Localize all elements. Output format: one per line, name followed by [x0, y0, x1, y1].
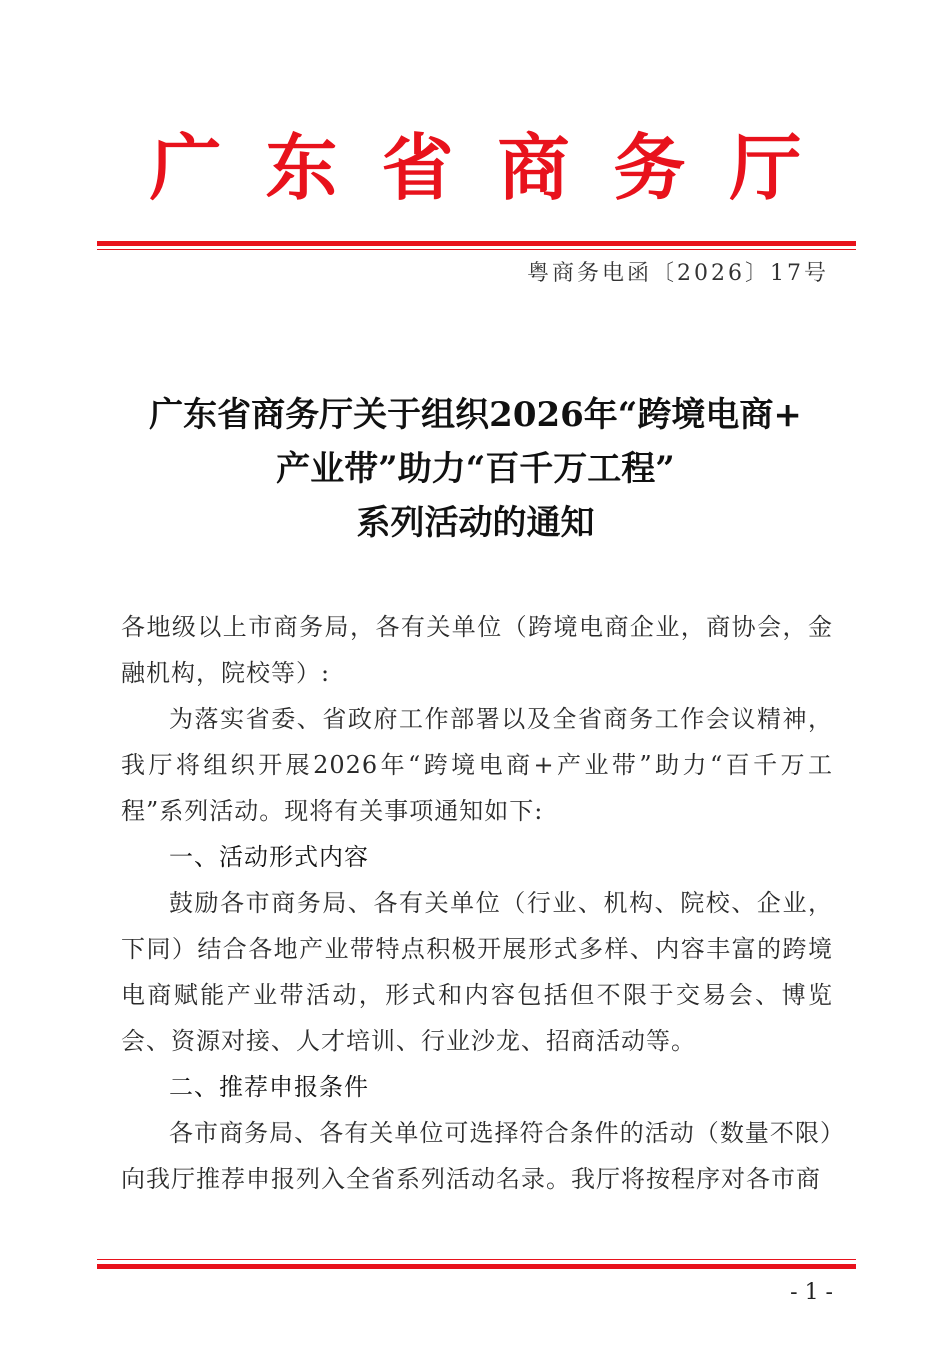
header-rule-thin	[97, 249, 856, 250]
header-rule-thick	[97, 241, 856, 246]
footer-rule-thick	[97, 1264, 856, 1269]
document-title	[80, 388, 871, 550]
intro-paragraph: 为落实省委、省政府工作部署以及全省商务工作会议精神，我厅将组织开展2026年“跨境电商+产业带”助力“百千万工程”系列活动。现将有关事项通知如下:	[121, 705, 833, 825]
section-2-heading: 二、推荐申报条件	[169, 1073, 369, 1101]
document-body	[121, 604, 833, 1202]
title-line-1: 广东省商务厅关于组织2026年“跨境电商+	[149, 395, 802, 435]
title-line-2: 产业带”助力“百千万工程”	[276, 449, 675, 489]
addressee-paragraph: 各地级以上市商务局，各有关单位（跨境电商企业，商协会，金融机构，院校等）:	[121, 613, 833, 687]
footer-rule-thin	[97, 1259, 856, 1260]
section-2-paragraph: 各市商务局、各有关单位可选择符合条件的活动（数量不限）向我厅推荐申报列入全省系列活动名录。我厅将按程序对各市商	[121, 1119, 833, 1193]
document-number: 粤商务电函〔2026〕17号	[527, 261, 829, 286]
page-number: - 1 -	[790, 1280, 833, 1305]
section-1-heading: 一、活动形式内容	[169, 843, 369, 871]
title-line-3: 系列活动的通知	[356, 503, 595, 543]
masthead-title: 广东省商务厅	[149, 125, 846, 210]
section-1-paragraph: 鼓励各市商务局、各有关单位（行业、机构、院校、企业，下同）结合各地产业带特点积极开展形式多样、内容丰富的跨境电商赋能产业带活动，形式和内容包括但不限于交易会、博览会、资源对接、人才培训、行业沙龙、招商活动等。	[121, 889, 833, 1055]
